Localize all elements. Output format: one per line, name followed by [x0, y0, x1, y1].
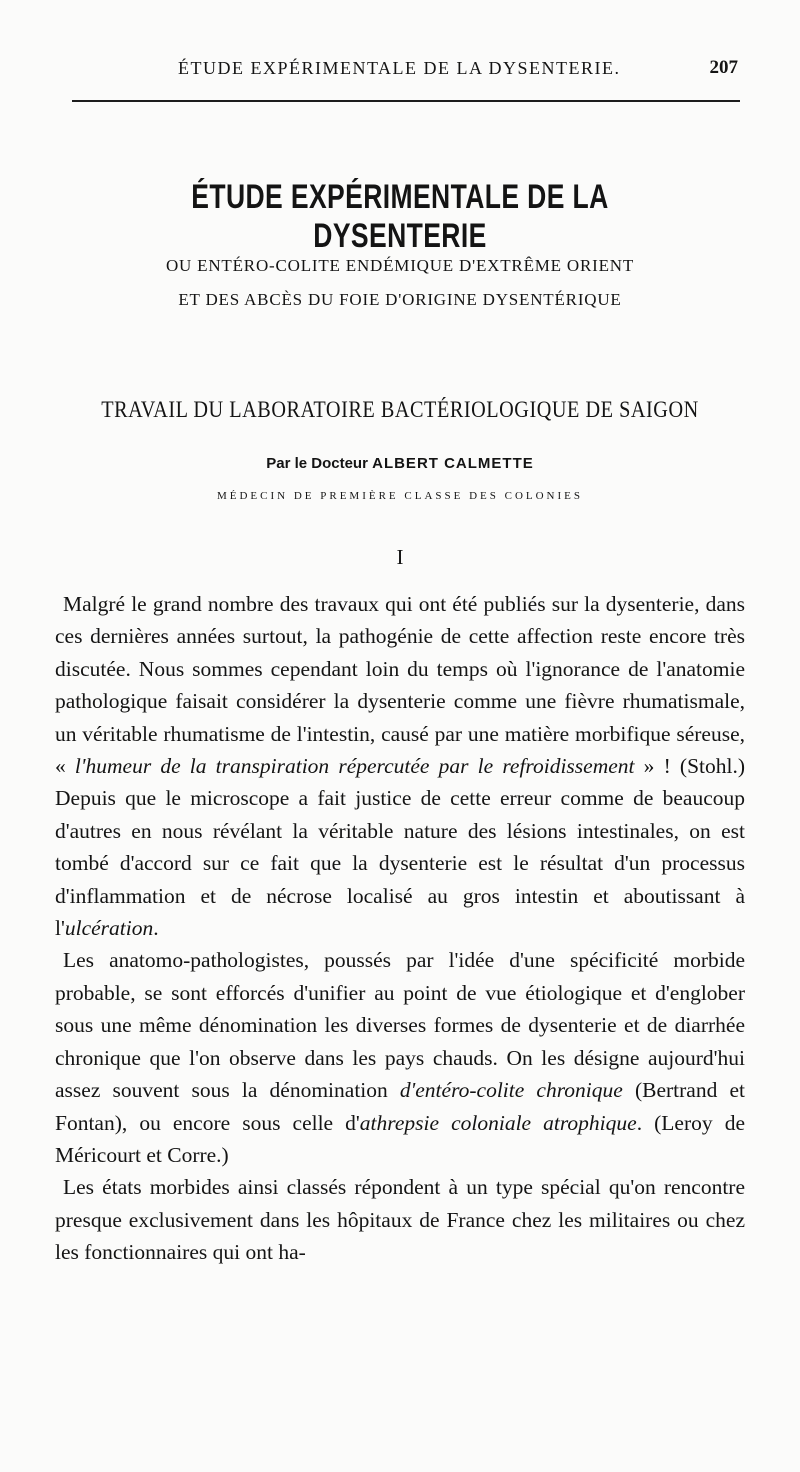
italic-text: l'humeur de la transpiration répercutée par le refroidissement	[74, 754, 635, 779]
body-paragraph	[55, 944, 745, 1171]
text-run: Les états morbides ainsi classés répondent à un type spécial qu'on rencontre presque exclusivement dans les hôpitaux de France chez les militaires ou chez les fonctionnaires qui ont ha-	[55, 1175, 745, 1265]
running-header	[60, 58, 746, 84]
body-paragraph	[55, 1171, 745, 1268]
text-run: » ! (Stohl.) Depuis que le microscope a fait justice de cette erreur comme de beaucoup d'autres en nous révélant la véritable nature des lésions intestinales, on est tombé d'accord sur ce fait que la dysenterie est le résultat d'un processus d'inflammation et de nécrose localisé au gros intestin et aboutissant à l'	[55, 754, 746, 941]
italic-text: ulcération	[64, 916, 154, 941]
laboratory-heading: TRAVAIL DU LABORATOIRE BACTÉRIOLOGIQUE DE SAIGON	[101, 397, 699, 422]
author-prefix: Par le Docteur	[266, 455, 368, 472]
text-run: Malgré le grand nombre des travaux qui ont été publiés sur la dysenterie, dans ces dernières années surtout, la pathogénie de cette affection reste encore très discutée. Nous sommes cependant loin du temps où l'ignorance de l'anatomie pathologique faisait considérer la dysenterie comme une fièvre rhumatismale, un véritable rhumatisme de l'intestin, causé par une matière morbifique séreuse, «	[55, 592, 745, 779]
header-rule	[72, 100, 740, 102]
italic-text: d'entéro-colite chronique	[399, 1078, 623, 1103]
article-subtitle-line-1: OU ENTÉRO-COLITE ENDÉMIQUE D'EXTRÊME ORIENT	[165, 256, 635, 275]
author-name: ALBERT CALMETTE	[372, 455, 534, 472]
page-number: 207	[709, 57, 738, 78]
author-role: MÉDECIN DE PREMIÈRE CLASSE DES COLONIES	[216, 490, 584, 502]
article-body	[55, 588, 745, 1269]
section-number: I	[396, 545, 404, 569]
text-run: Les anatomo-pathologistes, poussés par l'idée d'une spécificité morbide probable, se sont efforcés d'unifier au point de vue étiologique et d'englober sous une même dénomination les diverses formes de dysenterie et de diarrhée chronique que l'on observe dans les pays chauds. On les désigne aujourd'hui assez souvent sous la dénomination	[55, 948, 745, 1103]
text-run: .	[153, 916, 159, 941]
article-title: ÉTUDE EXPÉRIMENTALE DE LA DYSENTERIE	[191, 178, 609, 255]
body-paragraph	[55, 588, 745, 944]
running-title: ÉTUDE EXPÉRIMENTALE DE LA DYSENTERIE.	[178, 58, 621, 78]
text-run: (Bertrand et Fontan), ou encore sous celle d'	[55, 1078, 745, 1135]
author-line	[60, 455, 740, 472]
article-subtitle-line-2: ET DES ABCÈS DU FOIE D'ORIGINE DYSENTÉRIQUE	[178, 290, 622, 309]
italic-text: athrepsie coloniale atrophique	[359, 1110, 637, 1135]
text-run: . (Leroy de Méricourt et Corre.)	[55, 1110, 745, 1167]
